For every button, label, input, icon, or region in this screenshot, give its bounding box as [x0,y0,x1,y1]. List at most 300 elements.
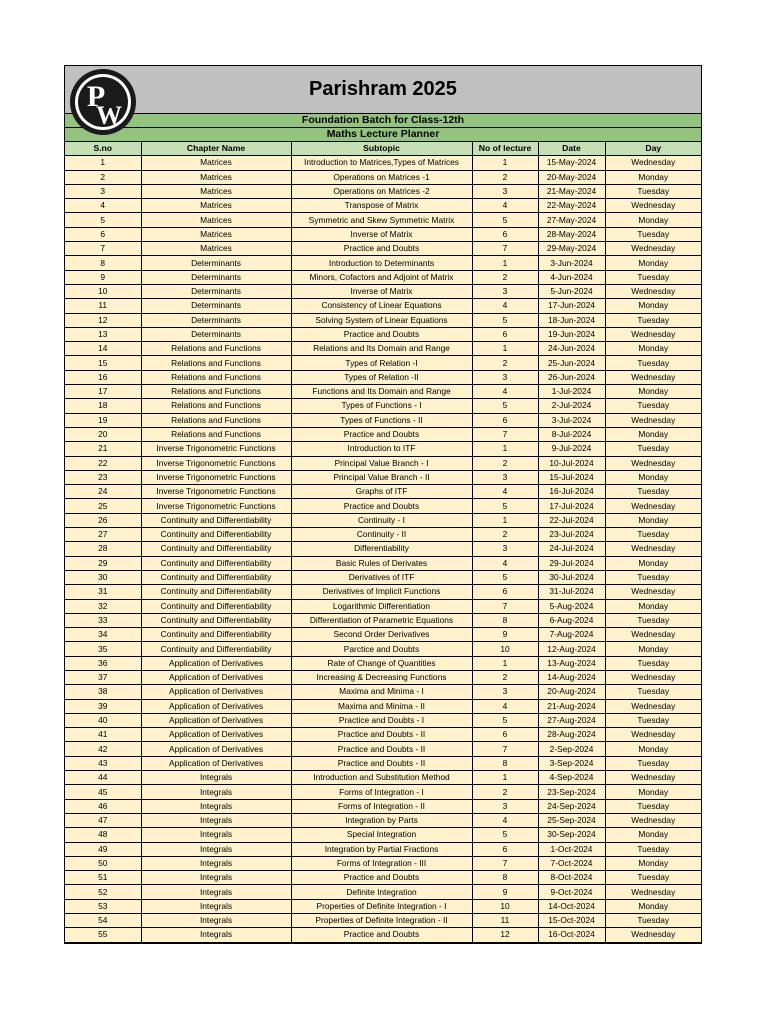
cell-date: 1-Jul-2024 [538,385,605,399]
cell-sno: 52 [65,885,141,899]
cell-date: 31-Jul-2024 [538,585,605,599]
cell-chapter: Determinants [141,327,291,341]
cell-chapter: Application of Derivatives [141,670,291,684]
cell-day: Wednesday [605,699,701,713]
cell-subtopic: Second Order Derivatives [291,628,472,642]
cell-chapter: Inverse Trigonometric Functions [141,485,291,499]
cell-day: Tuesday [605,356,701,370]
cell-lecture-no: 6 [472,585,538,599]
cell-chapter: Continuity and Differentiability [141,613,291,627]
cell-chapter: Application of Derivatives [141,756,291,770]
cell-day: Monday [605,299,701,313]
cell-date: 16-Jul-2024 [538,485,605,499]
cell-sno: 35 [65,642,141,656]
cell-lecture-no: 2 [472,270,538,284]
cell-subtopic: Parctice and Doubts [291,642,472,656]
cell-subtopic: Types of Relation -II [291,370,472,384]
cell-lecture-no: 4 [472,813,538,827]
cell-lecture-no: 1 [472,256,538,270]
cell-date: 29-May-2024 [538,242,605,256]
cell-date: 4-Jun-2024 [538,270,605,284]
cell-date: 14-Oct-2024 [538,899,605,913]
cell-date: 8-Jul-2024 [538,427,605,441]
cell-chapter: Relations and Functions [141,427,291,441]
cell-date: 3-Jul-2024 [538,413,605,427]
table-row [65,613,701,627]
cell-date: 24-Sep-2024 [538,799,605,813]
cell-sno: 42 [65,742,141,756]
table-row [65,470,701,484]
cell-lecture-no: 4 [472,385,538,399]
cell-day: Wednesday [605,156,701,170]
cell-date: 25-Sep-2024 [538,813,605,827]
cell-date: 27-Aug-2024 [538,713,605,727]
table-row [65,799,701,813]
cell-day: Monday [605,742,701,756]
cell-date: 13-Aug-2024 [538,656,605,670]
table-row [65,713,701,727]
column-header-chapter: Chapter Name [141,142,291,156]
cell-chapter: Relations and Functions [141,370,291,384]
cell-lecture-no: 8 [472,871,538,885]
cell-subtopic: Transpose of Matrix [291,199,472,213]
cell-lecture-no: 6 [472,413,538,427]
table-row [65,184,701,198]
cell-day: Tuesday [605,184,701,198]
cell-lecture-no: 6 [472,327,538,341]
cell-sno: 23 [65,470,141,484]
cell-subtopic: Maxima and Minima - I [291,685,472,699]
table-row [65,871,701,885]
cell-chapter: Determinants [141,270,291,284]
cell-day: Tuesday [605,570,701,584]
cell-chapter: Application of Derivatives [141,685,291,699]
cell-day: Monday [605,513,701,527]
cell-lecture-no: 5 [472,313,538,327]
cell-chapter: Continuity and Differentiability [141,599,291,613]
cell-day: Wednesday [605,499,701,513]
table-row [65,785,701,799]
cell-lecture-no: 2 [472,170,538,184]
cell-date: 25-Jun-2024 [538,356,605,370]
table-row [65,856,701,870]
cell-sno: 51 [65,871,141,885]
table-row [65,356,701,370]
cell-chapter: Integrals [141,914,291,928]
cell-day: Wednesday [605,928,701,942]
cell-day: Monday [605,856,701,870]
cell-sno: 13 [65,327,141,341]
table-row [65,570,701,584]
cell-subtopic: Practice and Doubts - I [291,713,472,727]
cell-chapter: Matrices [141,184,291,198]
cell-lecture-no: 10 [472,642,538,656]
cell-day: Wednesday [605,585,701,599]
table-row [65,585,701,599]
cell-sno: 15 [65,356,141,370]
cell-chapter: Continuity and Differentiability [141,570,291,584]
cell-day: Wednesday [605,542,701,556]
cell-subtopic: Principal Value Branch - II [291,470,472,484]
cell-subtopic: Types of Functions - II [291,413,472,427]
cell-subtopic: Practice and Doubts - II [291,742,472,756]
cell-lecture-no: 6 [472,842,538,856]
cell-date: 30-Jul-2024 [538,570,605,584]
cell-date: 9-Jul-2024 [538,442,605,456]
cell-lecture-no: 3 [472,470,538,484]
table-row [65,284,701,298]
cell-subtopic: Operations on Matrices -1 [291,170,472,184]
cell-chapter: Inverse Trigonometric Functions [141,499,291,513]
cell-chapter: Relations and Functions [141,385,291,399]
cell-date: 12-Aug-2024 [538,642,605,656]
cell-chapter: Determinants [141,299,291,313]
cell-chapter: Matrices [141,199,291,213]
cell-subtopic: Forms of Integration - III [291,856,472,870]
cell-lecture-no: 2 [472,356,538,370]
cell-day: Wednesday [605,327,701,341]
cell-date: 5-Aug-2024 [538,599,605,613]
cell-chapter: Determinants [141,313,291,327]
cell-sno: 39 [65,699,141,713]
cell-sno: 53 [65,899,141,913]
cell-day: Tuesday [605,227,701,241]
cell-lecture-no: 10 [472,899,538,913]
cell-lecture-no: 1 [472,771,538,785]
cell-date: 21-Aug-2024 [538,699,605,713]
cell-chapter: Integrals [141,771,291,785]
table-row [65,313,701,327]
cell-subtopic: Continuity - I [291,513,472,527]
cell-subtopic: Introduction and Substitution Method [291,771,472,785]
cell-subtopic: Consistency of Linear Equations [291,299,472,313]
cell-subtopic: Forms of Integration - I [291,785,472,799]
cell-lecture-no: 11 [472,914,538,928]
cell-day: Monday [605,828,701,842]
cell-date: 30-Sep-2024 [538,828,605,842]
cell-day: Tuesday [605,399,701,413]
cell-lecture-no: 4 [472,299,538,313]
cell-sno: 21 [65,442,141,456]
cell-chapter: Integrals [141,842,291,856]
table-row [65,628,701,642]
cell-lecture-no: 7 [472,599,538,613]
cell-chapter: Continuity and Differentiability [141,528,291,542]
cell-day: Monday [605,899,701,913]
cell-day: Wednesday [605,670,701,684]
cell-subtopic: Practice and Doubts [291,327,472,341]
table-row [65,213,701,227]
cell-day: Monday [605,599,701,613]
cell-date: 4-Sep-2024 [538,771,605,785]
cell-sno: 19 [65,413,141,427]
logo-letter-w: W [96,101,122,130]
cell-sno: 7 [65,242,141,256]
cell-date: 1-Oct-2024 [538,842,605,856]
cell-sno: 33 [65,613,141,627]
column-header-sno: S.no [65,142,141,156]
cell-sno: 28 [65,542,141,556]
cell-lecture-no: 3 [472,685,538,699]
table-row [65,427,701,441]
batch-subtitle: Foundation Batch for Class-12th [65,114,701,128]
cell-sno: 32 [65,599,141,613]
cell-subtopic: Principal Value Branch - I [291,456,472,470]
cell-date: 20-May-2024 [538,170,605,184]
cell-day: Monday [605,213,701,227]
cell-sno: 34 [65,628,141,642]
cell-date: 6-Aug-2024 [538,613,605,627]
table-row [65,270,701,284]
cell-chapter: Integrals [141,828,291,842]
cell-lecture-no: 7 [472,742,538,756]
table-row [65,299,701,313]
table-row [65,156,701,170]
cell-day: Wednesday [605,885,701,899]
table-row [65,442,701,456]
cell-chapter: Application of Derivatives [141,728,291,742]
cell-lecture-no: 5 [472,828,538,842]
cell-date: 21-May-2024 [538,184,605,198]
cell-subtopic: Solving System of Linear Equations [291,313,472,327]
cell-day: Tuesday [605,613,701,627]
lecture-planner-sheet [64,65,702,944]
cell-subtopic: Functions and Its Domain and Range [291,385,472,399]
cell-lecture-no: 7 [472,242,538,256]
cell-sno: 25 [65,499,141,513]
cell-sno: 48 [65,828,141,842]
cell-lecture-no: 6 [472,227,538,241]
cell-date: 28-May-2024 [538,227,605,241]
cell-chapter: Relations and Functions [141,356,291,370]
cell-date: 7-Aug-2024 [538,628,605,642]
cell-lecture-no: 5 [472,570,538,584]
cell-chapter: Matrices [141,227,291,241]
cell-day: Monday [605,385,701,399]
table-row [65,728,701,742]
cell-sno: 24 [65,485,141,499]
cell-chapter: Application of Derivatives [141,742,291,756]
cell-day: Tuesday [605,656,701,670]
cell-subtopic: Integration by Partial Fractions [291,842,472,856]
cell-chapter: Application of Derivatives [141,656,291,670]
cell-lecture-no: 7 [472,856,538,870]
cell-sno: 38 [65,685,141,699]
cell-subtopic: Types of Relation -I [291,356,472,370]
cell-day: Wednesday [605,242,701,256]
cell-sno: 16 [65,370,141,384]
table-row [65,928,701,942]
cell-chapter: Determinants [141,284,291,298]
cell-day: Monday [605,427,701,441]
cell-sno: 26 [65,513,141,527]
cell-lecture-no: 5 [472,713,538,727]
cell-chapter: Continuity and Differentiability [141,585,291,599]
table-row [65,699,701,713]
cell-subtopic: Basic Rules of Derivates [291,556,472,570]
cell-lecture-no: 4 [472,199,538,213]
cell-sno: 41 [65,728,141,742]
lecture-table [65,142,701,943]
planner-subtitle: Maths Lecture Planner [65,128,701,142]
cell-chapter: Determinants [141,256,291,270]
cell-sno: 4 [65,199,141,213]
cell-day: Monday [605,470,701,484]
cell-day: Tuesday [605,485,701,499]
cell-lecture-no: 3 [472,542,538,556]
cell-day: Tuesday [605,685,701,699]
cell-chapter: Integrals [141,928,291,942]
cell-sno: 46 [65,799,141,813]
cell-chapter: Inverse Trigonometric Functions [141,442,291,456]
cell-date: 29-Jul-2024 [538,556,605,570]
table-header-row [65,142,701,156]
cell-lecture-no: 6 [472,728,538,742]
cell-lecture-no: 4 [472,699,538,713]
cell-subtopic: Practice and Doubts [291,242,472,256]
cell-subtopic: Integration by Parts [291,813,472,827]
cell-chapter: Integrals [141,813,291,827]
table-row [65,413,701,427]
cell-subtopic: Graphs of ITF [291,485,472,499]
cell-lecture-no: 9 [472,628,538,642]
cell-day: Wednesday [605,370,701,384]
cell-sno: 14 [65,342,141,356]
table-row [65,528,701,542]
table-row [65,256,701,270]
cell-sno: 55 [65,928,141,942]
cell-sno: 50 [65,856,141,870]
table-row [65,370,701,384]
cell-day: Wednesday [605,728,701,742]
cell-subtopic: Operations on Matrices -2 [291,184,472,198]
cell-sno: 40 [65,713,141,727]
cell-lecture-no: 8 [472,613,538,627]
cell-lecture-no: 9 [472,885,538,899]
cell-date: 22-May-2024 [538,199,605,213]
cell-lecture-no: 1 [472,342,538,356]
cell-subtopic: Properties of Definite Integration - II [291,914,472,928]
table-row [65,513,701,527]
cell-lecture-no: 3 [472,799,538,813]
table-row [65,542,701,556]
cell-chapter: Continuity and Differentiability [141,642,291,656]
cell-subtopic: Differentiability [291,542,472,556]
cell-lecture-no: 2 [472,528,538,542]
cell-lecture-no: 1 [472,656,538,670]
cell-date: 10-Jul-2024 [538,456,605,470]
cell-subtopic: Introduction to Determinants [291,256,472,270]
cell-lecture-no: 5 [472,499,538,513]
cell-day: Monday [605,785,701,799]
cell-chapter: Matrices [141,242,291,256]
cell-subtopic: Maxima and Minima - II [291,699,472,713]
cell-chapter: Integrals [141,899,291,913]
cell-date: 24-Jun-2024 [538,342,605,356]
cell-sno: 10 [65,284,141,298]
cell-chapter: Continuity and Differentiability [141,556,291,570]
cell-sno: 1 [65,156,141,170]
cell-sno: 27 [65,528,141,542]
cell-sno: 30 [65,570,141,584]
cell-date: 23-Sep-2024 [538,785,605,799]
cell-subtopic: Logarithmic Differentiation [291,599,472,613]
cell-chapter: Relations and Functions [141,342,291,356]
cell-sno: 36 [65,656,141,670]
cell-date: 2-Jul-2024 [538,399,605,413]
cell-lecture-no: 4 [472,485,538,499]
cell-lecture-no: 3 [472,184,538,198]
cell-subtopic: Special Integration [291,828,472,842]
cell-subtopic: Forms of Integration - II [291,799,472,813]
table-row [65,771,701,785]
cell-day: Wednesday [605,813,701,827]
cell-subtopic: Practice and Doubts [291,499,472,513]
cell-sno: 20 [65,427,141,441]
cell-chapter: Inverse Trigonometric Functions [141,470,291,484]
cell-date: 14-Aug-2024 [538,670,605,684]
cell-lecture-no: 3 [472,284,538,298]
table-row [65,342,701,356]
cell-sno: 43 [65,756,141,770]
cell-lecture-no: 5 [472,213,538,227]
table-row [65,556,701,570]
cell-subtopic: Practice and Doubts [291,427,472,441]
cell-sno: 12 [65,313,141,327]
cell-day: Wednesday [605,771,701,785]
cell-sno: 6 [65,227,141,241]
cell-day: Tuesday [605,799,701,813]
cell-lecture-no: 8 [472,756,538,770]
table-row [65,642,701,656]
column-header-day: Day [605,142,701,156]
cell-subtopic: Relations and Its Domain and Range [291,342,472,356]
table-row [65,199,701,213]
cell-day: Tuesday [605,842,701,856]
cell-date: 20-Aug-2024 [538,685,605,699]
cell-lecture-no: 2 [472,785,538,799]
cell-date: 17-Jul-2024 [538,499,605,513]
table-row [65,842,701,856]
column-header-date: Date [538,142,605,156]
cell-sno: 17 [65,385,141,399]
cell-sno: 44 [65,771,141,785]
cell-lecture-no: 7 [472,427,538,441]
cell-subtopic: Introduction to ITF [291,442,472,456]
cell-day: Tuesday [605,871,701,885]
table-row [65,327,701,341]
cell-chapter: Inverse Trigonometric Functions [141,456,291,470]
cell-subtopic: Inverse of Matrix [291,284,472,298]
cell-subtopic: Practice and Doubts - II [291,756,472,770]
cell-subtopic: Differentiation of Parametric Equations [291,613,472,627]
table-row [65,914,701,928]
table-row [65,456,701,470]
cell-chapter: Relations and Functions [141,413,291,427]
cell-subtopic: Rate of Change of Quantities [291,656,472,670]
cell-date: 5-Jun-2024 [538,284,605,298]
cell-day: Tuesday [605,528,701,542]
cell-chapter: Continuity and Differentiability [141,542,291,556]
column-header-lecture: No of lecture [472,142,538,156]
cell-date: 3-Sep-2024 [538,756,605,770]
cell-lecture-no: 12 [472,928,538,942]
table-row [65,813,701,827]
table-row [65,399,701,413]
page-title: Parishram 2025 [309,78,457,100]
cell-day: Wednesday [605,456,701,470]
cell-chapter: Matrices [141,170,291,184]
